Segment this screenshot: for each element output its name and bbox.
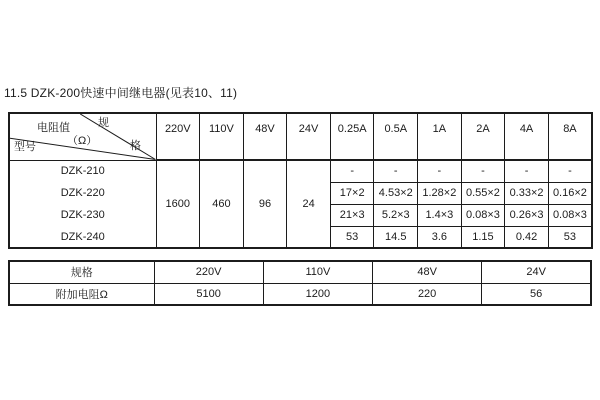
corner-resistance-label: 电阻值 (37, 122, 70, 134)
column-header: 0.25A (330, 113, 374, 160)
model-cell: DZK-230 (9, 204, 156, 226)
table-row (9, 261, 591, 283)
value-cell: - (505, 160, 549, 182)
voltage-value-cell: 1600 (156, 160, 200, 248)
value-cell: 53 (330, 226, 374, 248)
value-cell: 1.4×3 (418, 204, 462, 226)
value-cell: 0.33×2 (505, 182, 549, 204)
corner-spec-char-1: 规 (98, 117, 109, 129)
value-cell: 53 (548, 226, 592, 248)
corner-resistance-unit: （Ω） (67, 135, 98, 147)
resistance-value-cell: 220 (373, 283, 482, 305)
column-header: 48V (243, 113, 287, 160)
model-cell: DZK-210 (9, 160, 156, 182)
diagonal-corner-cell (9, 113, 156, 160)
column-header: 1A (418, 113, 462, 160)
value-cell: - (418, 160, 462, 182)
value-cell: - (374, 160, 418, 182)
value-cell: 0.55×2 (461, 182, 505, 204)
value-cell: 1.15 (461, 226, 505, 248)
value-cell: 0.08×3 (548, 204, 592, 226)
column-header: 4A (505, 113, 549, 160)
voltage-value-cell: 460 (200, 160, 244, 248)
value-cell: 4.53×2 (374, 182, 418, 204)
value-cell: 0.26×3 (505, 204, 549, 226)
diagonal-corner-content (10, 114, 156, 160)
resistance-value-cell: 1200 (263, 283, 372, 305)
relay-resistance-table (8, 112, 593, 249)
value-cell: 5.2×3 (374, 204, 418, 226)
spec-header-cell: 48V (373, 261, 482, 283)
spec-header-cell: 24V (482, 261, 591, 283)
voltage-value-cell: 96 (243, 160, 287, 248)
model-cell: DZK-240 (9, 226, 156, 248)
spec-header-cell: 220V (154, 261, 263, 283)
value-cell: 21×3 (330, 204, 374, 226)
column-header: 220V (156, 113, 200, 160)
value-cell: - (461, 160, 505, 182)
corner-spec-char-2: 格 (130, 140, 141, 152)
value-cell: 0.08×3 (461, 204, 505, 226)
value-cell: - (330, 160, 374, 182)
resistance-value-cell: 5100 (154, 283, 263, 305)
value-cell: 0.16×2 (548, 182, 592, 204)
spec-header-cell: 110V (263, 261, 372, 283)
resistance-value-cell: 56 (482, 283, 591, 305)
column-header: 8A (548, 113, 592, 160)
corner-model-label: 型号 (14, 141, 36, 153)
value-cell: - (548, 160, 592, 182)
additional-resistor-table (8, 260, 592, 306)
value-cell: 0.42 (505, 226, 549, 248)
page-title: 11.5 DZK-200快速中间继电器(见表10、11) (4, 86, 238, 100)
value-cell: 14.5 (374, 226, 418, 248)
model-cell: DZK-220 (9, 182, 156, 204)
column-header: 0.5A (374, 113, 418, 160)
column-header: 24V (287, 113, 331, 160)
value-cell: 17×2 (330, 182, 374, 204)
table-header-row (9, 113, 592, 160)
voltage-value-cell: 24 (287, 160, 331, 248)
column-header: 110V (200, 113, 244, 160)
column-header: 2A (461, 113, 505, 160)
table-row (9, 283, 591, 305)
value-cell: 3.6 (418, 226, 462, 248)
table-row (9, 160, 592, 182)
spec-label-cell: 规格 (9, 261, 154, 283)
resistance-label-cell: 附加电阻Ω (9, 283, 154, 305)
value-cell: 1.28×2 (418, 182, 462, 204)
